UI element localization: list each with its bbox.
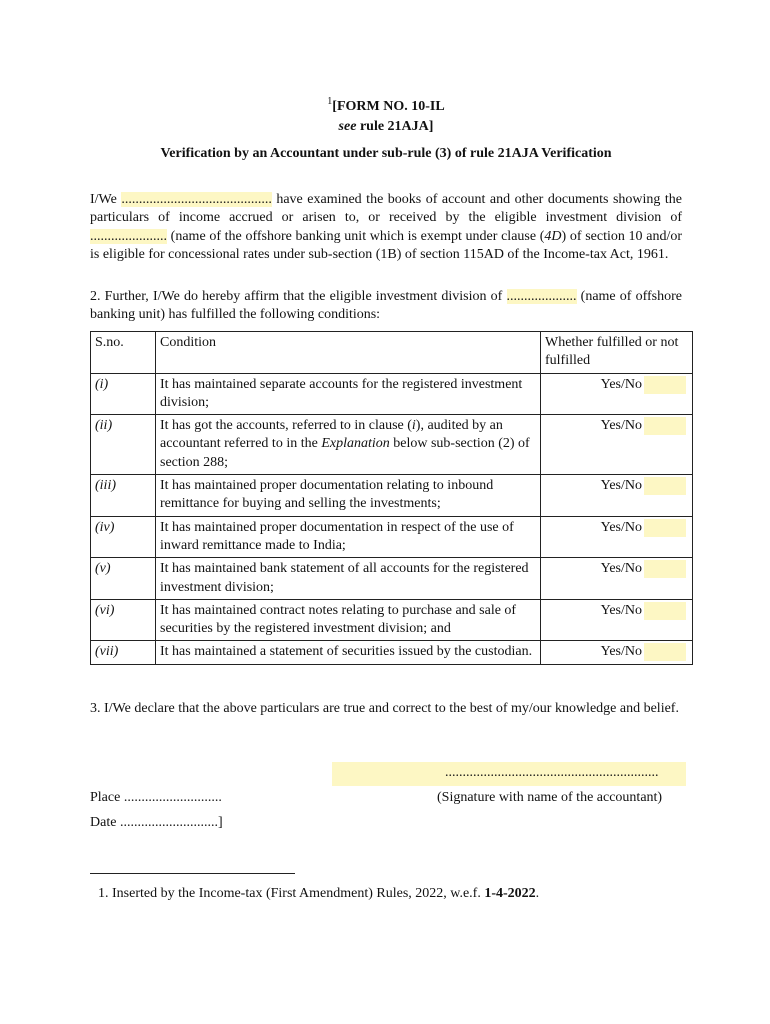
header-status: Whether fulfilled or not fulfilled <box>541 332 693 374</box>
row-status: Yes/No <box>541 373 693 415</box>
row-condition: It has got the accounts, referred to in clause (i), audited by an accountant referred to in the Explanation below sub-section (2) of section 288; <box>156 415 541 475</box>
row-condition: It has maintained a statement of securities issued by the custodian. <box>156 641 541 664</box>
table-row <box>91 641 693 664</box>
header-condition: Condition <box>156 332 541 374</box>
row-status: Yes/No <box>541 415 693 475</box>
footnote-divider <box>90 873 295 874</box>
place-field[interactable]: ............................ <box>123 790 222 805</box>
row-status: Yes/No <box>541 558 693 600</box>
status-field[interactable] <box>644 560 686 578</box>
paragraph-3: 3. I/We declare that the above particulars are true and correct to the best of my/our knowledge and belief. <box>90 701 679 716</box>
paragraph-1: I/We ........................................... have examined the books of account and other documents showing the particulars of income accrued or arisen to, or received by the eligible investment division of ...................... (name of the offshore banking unit which is exempt under clause (4D) of section 10 and/or is eligible for concessional rates under sub-section (1B) of section 115AD of the Income-tax Act, 1961. <box>90 192 683 262</box>
row-sno: (ii) <box>91 415 156 475</box>
row-sno: (iii) <box>91 475 156 517</box>
table-row <box>91 373 693 415</box>
status-field[interactable] <box>644 417 686 435</box>
row-sno: (vi) <box>91 599 156 641</box>
signature-dots: ............................................................. <box>445 765 659 780</box>
division-field[interactable]: ...................... <box>90 228 167 244</box>
row-sno: (v) <box>91 558 156 600</box>
table-row <box>91 516 693 558</box>
footnote-marker: 1 <box>327 96 333 107</box>
place-line: Place ............................ <box>90 790 222 805</box>
date-field[interactable]: ............................ <box>119 815 218 830</box>
date-line: Date ............................] <box>90 815 223 830</box>
row-status: Yes/No <box>541 475 693 517</box>
status-field[interactable] <box>644 376 686 394</box>
conditions-table <box>90 331 693 665</box>
investment-division-field[interactable]: .................... <box>506 289 577 304</box>
row-sno: (i) <box>91 373 156 415</box>
row-condition: It has maintained contract notes relating to purchase and sale of securities by the registered investment division; and <box>156 599 541 641</box>
table-row <box>91 558 693 600</box>
row-status: Yes/No <box>541 599 693 641</box>
name-field[interactable]: ........................................... <box>121 192 272 207</box>
signature-label: (Signature with name of the accountant) <box>437 790 663 805</box>
row-sno: (vii) <box>91 641 156 664</box>
paragraph-2: 2. Further, I/We do hereby affirm that the eligible investment division of .................... (name of offshore banking unit) has fulfilled the following conditions: <box>90 289 683 323</box>
table-row <box>91 475 693 517</box>
status-field[interactable] <box>644 519 686 537</box>
table-row <box>91 415 693 475</box>
row-condition: It has maintained proper documentation in respect of the use of inward remittance made to India; <box>156 516 541 558</box>
row-sno: (iv) <box>91 516 156 558</box>
form-heading: Verification by an Accountant under sub-rule (3) of rule 21AJA Verification <box>160 146 612 161</box>
status-field[interactable] <box>644 602 686 620</box>
row-condition: It has maintained bank statement of all accounts for the registered investment division; <box>156 558 541 600</box>
footnote: 1. Inserted by the Income-tax (First Amendment) Rules, 2022, w.e.f. 1-4-2022. <box>98 886 540 901</box>
row-condition: It has maintained separate accounts for the registered investment division; <box>156 373 541 415</box>
status-field[interactable] <box>644 643 686 661</box>
table-header <box>91 332 693 374</box>
row-status: Yes/No <box>541 516 693 558</box>
rule-reference: see rule 21AJA] <box>338 119 434 134</box>
header-sno: S.no. <box>91 332 156 374</box>
row-condition: It has maintained proper documentation relating to inbound remittance for buying and selling the investments; <box>156 475 541 517</box>
row-status: Yes/No <box>541 641 693 664</box>
table-row <box>91 599 693 641</box>
status-field[interactable] <box>644 477 686 495</box>
form-title: $^1$[FORM NO. 10-IL <box>327 96 445 114</box>
